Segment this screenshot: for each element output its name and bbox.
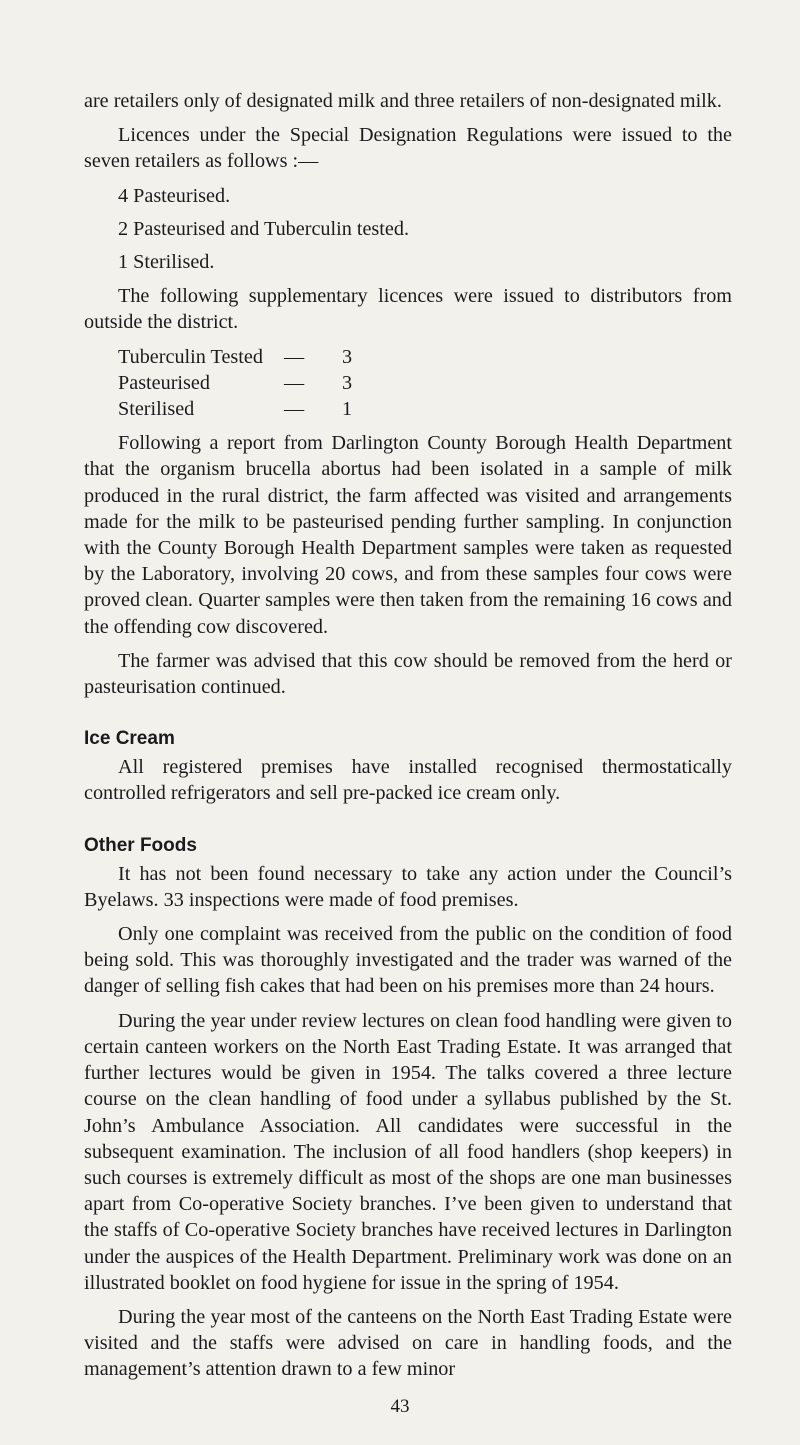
intro-paragraph: are retailers only of designated milk and three retailers of non-designated milk. — [84, 90, 722, 112]
licence-list — [84, 183, 732, 276]
canteens-paragraph: During the year most of the canteens on the North East Trading Estate were visited and the staffs were advised on care in handling foods, and the management’s attention drawn to a few minor — [84, 1305, 732, 1381]
ice-cream-heading: Ice Cream — [84, 728, 175, 750]
dash: — — [284, 398, 305, 421]
licence-type: Sterilised — [118, 398, 195, 421]
licence-list-item: 4 Pasteurised. — [118, 184, 231, 207]
byelaws-paragraph: It has not been found necessary to take any action under the Council’s Byelaws. 33 inspections were made of food premises. — [84, 862, 732, 911]
table-row — [118, 370, 362, 396]
licence-count: 1 — [342, 398, 353, 421]
complaint-paragraph: Only one complaint was received from the public on the condition of food being sold. This was thoroughly investigated and the trader was warned of the danger of selling fish cakes that had been on his premises more than 24 hours. — [84, 923, 732, 998]
lectures-paragraph: During the year under review lectures on clean food handling were given to certain canteen workers on the North East Trading Estate. It was arranged that further lectures would be given in 1954. The talks covered a three lecture course on the clean handling of food under a syllabus published by the St. John’s Ambulance Association. All candidates were successful in the subsequent examination. The inclusion of all food handlers (shop keepers) in such courses is extremely difficult as most of the shops are one man businesses apart from Co-operative Society branches. I’ve been given to understand that the staffs of Co-operative Society branches have received lectures in Darlington under the auspices of the Health Department. Preliminary work was done on an illustrated booklet on food hygiene for issue in the spring of 1954. — [84, 1009, 732, 1294]
licence-count: 3 — [342, 371, 353, 394]
licence-type: Pasteurised — [118, 371, 210, 394]
dash: — — [284, 371, 305, 394]
licences-paragraph: Licences under the Special Designation Regulations were issued to the seven retailers as follows :— — [84, 124, 732, 173]
table-row — [118, 344, 362, 370]
page-number: 43 — [390, 1396, 410, 1417]
licence-type: Tuberculin Tested — [118, 345, 263, 368]
supplementary-paragraph: The following supplementary licences were issued to distributors from outside the district. — [84, 285, 732, 334]
dash: — — [284, 345, 305, 368]
licence-count: 3 — [342, 345, 353, 368]
table-row — [118, 396, 362, 422]
document-page — [84, 88, 732, 1383]
brucella-paragraph: Following a report from Darlington County Borough Health Department that the organism brucella abortus had been isolated in a sample of milk produced in the rural district, the farm affected was visited and arrangements made for the milk to be pasteurised pending further sampling. In conjunction with the County Borough Health Department samples were taken as requested by the Laboratory, involving 20 cows, and from these samples four cows were proved clean. Quarter samples were then taken from the remaining 16 cows and the offending cow discovered. — [84, 432, 732, 638]
licence-list-item: 1 Sterilised. — [118, 251, 215, 274]
farmer-paragraph: The farmer was advised that this cow should be removed from the herd or pasteurisation continued. — [84, 649, 732, 699]
licence-list-item: 2 Pasteurised and Tuberculin tested. — [118, 217, 410, 240]
other-foods-heading: Other Foods — [84, 834, 197, 856]
ice-cream-paragraph: All registered premises have installed recognised thermostatically controlled refrigerators and sell pre-packed ice cream only. — [84, 756, 732, 805]
supplementary-licence-table — [118, 344, 362, 423]
